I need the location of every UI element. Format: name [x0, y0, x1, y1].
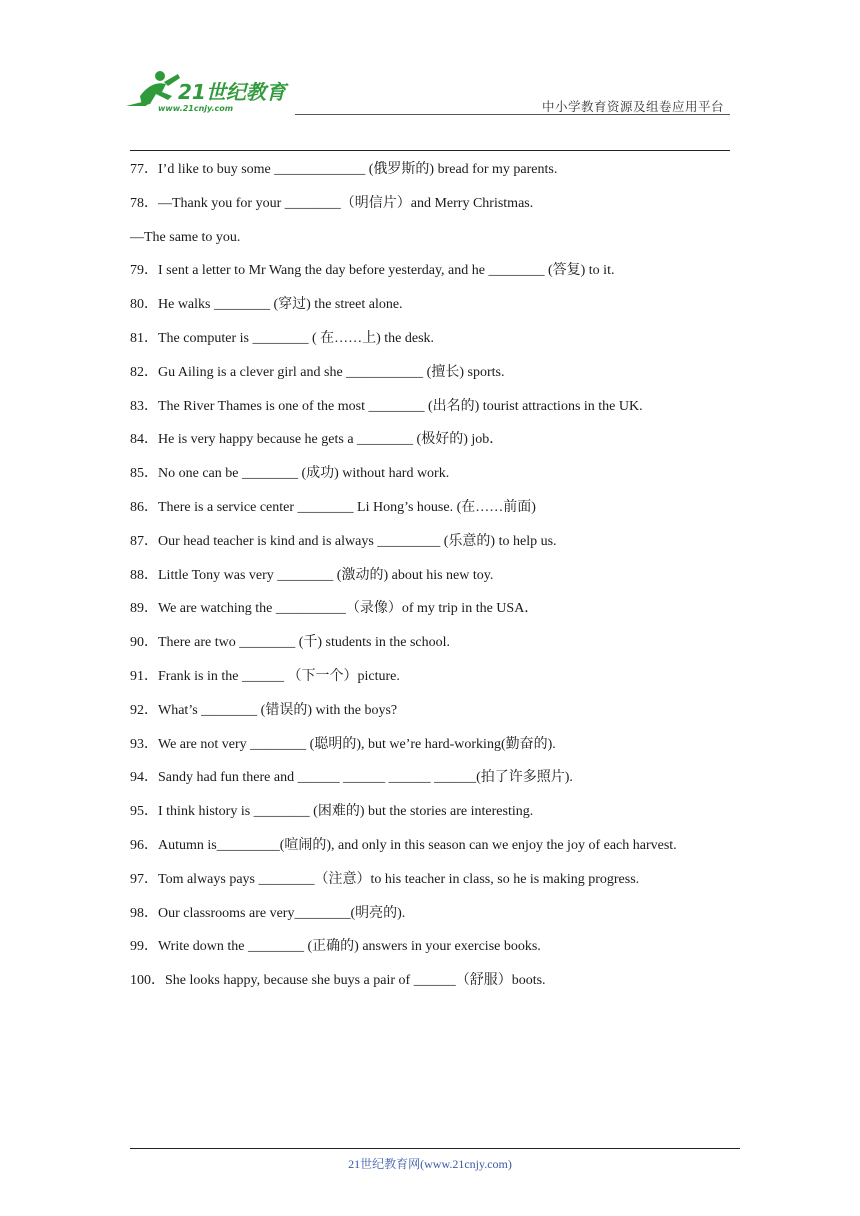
question-94: 94．Sandy had fun there and ______ ______ ______ ______(拍了许多照片).: [130, 770, 573, 786]
logo-url: www.21cnjy.com: [158, 104, 234, 113]
question-86: 86．There is a service center ________ Li Hong’s house. (在……前面): [130, 499, 536, 515]
question-89: 89．We are watching the __________（录像）of my trip in the USA．: [130, 601, 539, 617]
question-81: 81．The computer is ________ ( 在……上) the desk.: [130, 330, 435, 346]
question-99: 99．Write down the ________ (正确的) answers in your exercise books.: [130, 939, 541, 955]
question-83: 83．The River Thames is one of the most ________ (出名的) tourist attractions in the UK.: [130, 398, 643, 414]
header-platform-text: 中小学教育资源及组卷应用平台: [541, 99, 724, 114]
question-list: [130, 160, 740, 1005]
logo-text: 21世纪教育: [178, 80, 286, 104]
question-93: 93．We are not very ________ (聪明的), but we’re hard-working(勤奋的).: [130, 736, 556, 752]
question-77: 77．I’d like to buy some _____________ (俄罗斯的) bread for my parents.: [130, 162, 558, 177]
site-logo: [120, 66, 295, 116]
question-87: 87．Our head teacher is kind and is always _________ (乐意的) to help us.: [130, 533, 557, 549]
question-97: 97．Tom always pays ________（注意）to his teacher in class, so he is making progress.: [130, 871, 640, 887]
question-82: 82．Gu Ailing is a clever girl and she ___________ (擅长) sports.: [130, 364, 505, 380]
question-88: 88．Little Tony was very ________ (激动的) about his new toy.: [130, 567, 494, 583]
question-100: 100．She looks happy, because she buys a pair of ______（舒服）boots.: [130, 973, 546, 989]
footer-divider: [130, 1148, 740, 1149]
question-79: 79．I sent a letter to Mr Wang the day before yesterday, and he ________ (答复) to it.: [130, 263, 615, 279]
top-divider: [130, 150, 730, 151]
question-85: 85．No one can be ________ (成功) without hard work.: [130, 466, 450, 482]
question-91: 91．Frank is in the ______ （下一个）picture.: [130, 668, 400, 684]
question-80: 80．He walks ________ (穿过) the street alone.: [130, 297, 403, 313]
logo-graphic: [120, 66, 295, 116]
question-90: 90．There are two ________ (千) students in the school.: [130, 635, 450, 651]
question-96: 96．Autumn is_________(喧闹的), and only in this season can we enjoy the joy of each harvest.: [130, 837, 677, 853]
question-84: 84．He is very happy because he gets a ________ (极好的) job．: [130, 432, 504, 448]
footer-link[interactable]: 21世纪教育网(www.21cnjy.com): [348, 1157, 512, 1171]
question-78-reply: —The same to you.: [130, 229, 241, 245]
question-98: 98．Our classrooms are very________(明亮的).: [130, 905, 406, 921]
question-78: 78．—Thank you for your ________（明信片）and Merry Christmas.: [130, 195, 534, 211]
question-92: 92．What’s ________ (错误的) with the boys?: [130, 702, 398, 718]
question-95: 95．I think history is ________ (困难的) but the stories are interesting.: [130, 804, 534, 820]
